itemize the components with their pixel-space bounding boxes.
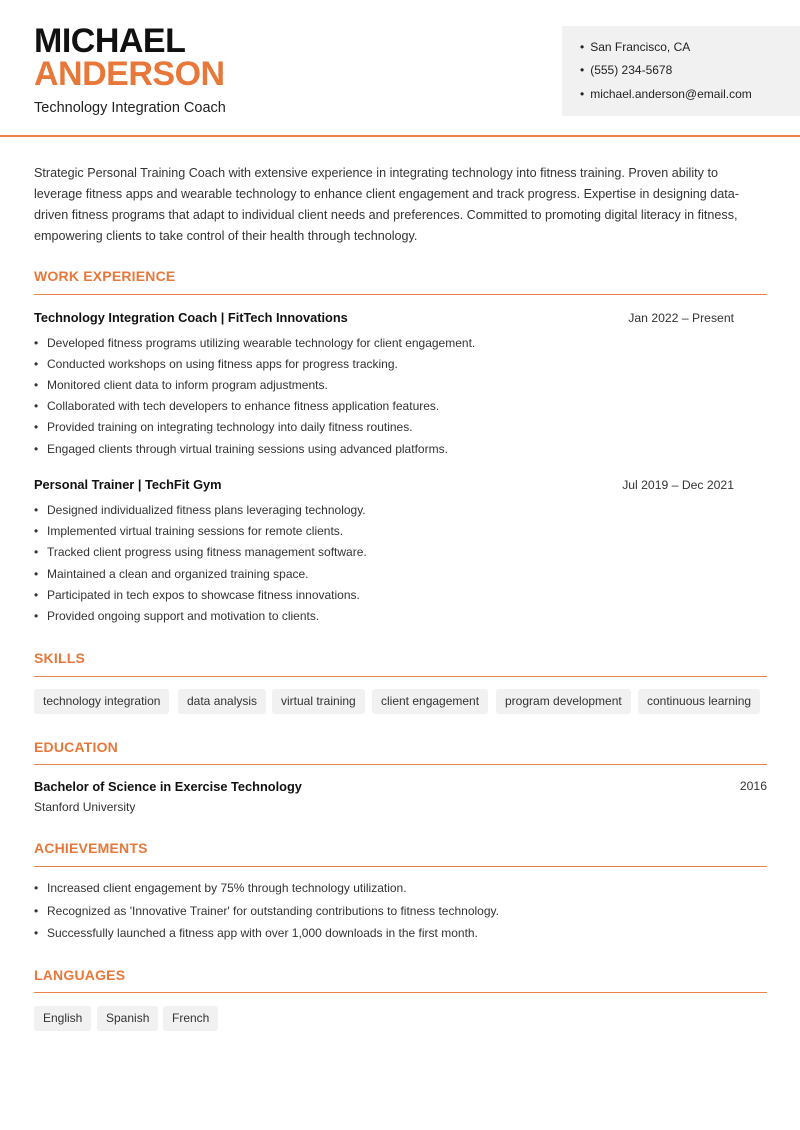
section-divider <box>34 866 767 867</box>
job-title: Technology Integration Coach <box>34 100 226 116</box>
skill-chip: data analysis <box>178 689 266 714</box>
job-bullet: • Conducted workshops on using fitness apps for progress tracking. <box>47 357 398 371</box>
job-dates: Jul 2019 – Dec 2021 <box>622 478 734 492</box>
job-bullet: • Collaborated with tech developers to enhance fitness application features. <box>47 399 439 413</box>
summary: Strategic Personal Training Coach with extensive experience in integrating technology into fitness training. Proven ability to leverage fitness apps and wearable technology to enhance client engagement and track progress. Expertise in designing data-driven fitness programs that adapt to individual client needs and preferences. Committed to promoting digital literacy in fitness, empowering clients to take control of their health through technology. <box>34 166 739 243</box>
first-name: MICHAEL <box>34 22 186 60</box>
section-title-achievements: ACHIEVEMENTS <box>34 840 148 856</box>
job-bullet: • Provided ongoing support and motivation to clients. <box>47 609 319 623</box>
job-bullet: • Engaged clients through virtual training sessions using advanced platforms. <box>47 442 448 456</box>
language-chip: Spanish <box>97 1006 158 1031</box>
skill-chip: program development <box>496 689 631 714</box>
contact-box <box>562 26 800 116</box>
education-degree: Bachelor of Science in Exercise Technology <box>34 779 302 794</box>
job-heading <box>34 310 767 325</box>
job-heading-text: Technology Integration Coach | FitTech Innovations <box>34 310 348 325</box>
achievement-item: • Increased client engagement by 75% through technology utilization. <box>47 881 407 895</box>
resume-header <box>0 0 800 137</box>
section-title-skills: SKILLS <box>34 650 85 666</box>
language-chip: French <box>163 1006 218 1031</box>
section-title-work: WORK EXPERIENCE <box>34 268 176 284</box>
job-bullet: • Tracked client progress using fitness management software. <box>47 545 367 559</box>
skill-chip: technology integration <box>34 689 169 714</box>
education-year: 2016 <box>739 779 767 793</box>
job-bullet: • Designed individualized fitness plans leveraging technology. <box>47 503 366 517</box>
job-bullet: • Implemented virtual training sessions for remote clients. <box>47 524 343 538</box>
job-bullet: • Provided training on integrating technology into daily fitness routines. <box>47 420 413 434</box>
last-name: ANDERSON <box>34 55 225 93</box>
language-chip: English <box>34 1006 91 1031</box>
section-divider <box>34 764 767 765</box>
job-heading-text: Personal Trainer | TechFit Gym <box>34 477 222 492</box>
skill-chip: client engagement <box>372 689 488 714</box>
achievement-item: • Recognized as 'Innovative Trainer' for outstanding contributions to fitness technology. <box>47 904 499 918</box>
section-divider <box>34 992 767 993</box>
section-divider <box>34 676 767 677</box>
section-title-languages: LANGUAGES <box>34 967 126 983</box>
achievement-item: • Successfully launched a fitness app with over 1,000 downloads in the first month. <box>47 926 478 940</box>
skill-chip: continuous learning <box>638 689 760 714</box>
job-bullet: • Maintained a clean and organized training space. <box>47 567 309 581</box>
section-title-education: EDUCATION <box>34 739 118 755</box>
education-school: Stanford University <box>34 800 136 814</box>
job-dates: Jan 2022 – Present <box>628 311 734 325</box>
skill-chip: virtual training <box>272 689 365 714</box>
job-bullet: • Monitored client data to inform program adjustments. <box>47 378 328 392</box>
section-divider <box>34 294 767 295</box>
job-bullet: • Developed fitness programs utilizing wearable technology for client engagement. <box>47 336 475 350</box>
contact-email: • michael.anderson@email.com <box>580 87 752 101</box>
contact-location: • San Francisco, CA <box>580 40 690 54</box>
job-heading <box>34 477 767 492</box>
contact-phone: • (555) 234-5678 <box>580 63 672 77</box>
job-bullet: • Participated in tech expos to showcase fitness innovations. <box>47 588 360 602</box>
